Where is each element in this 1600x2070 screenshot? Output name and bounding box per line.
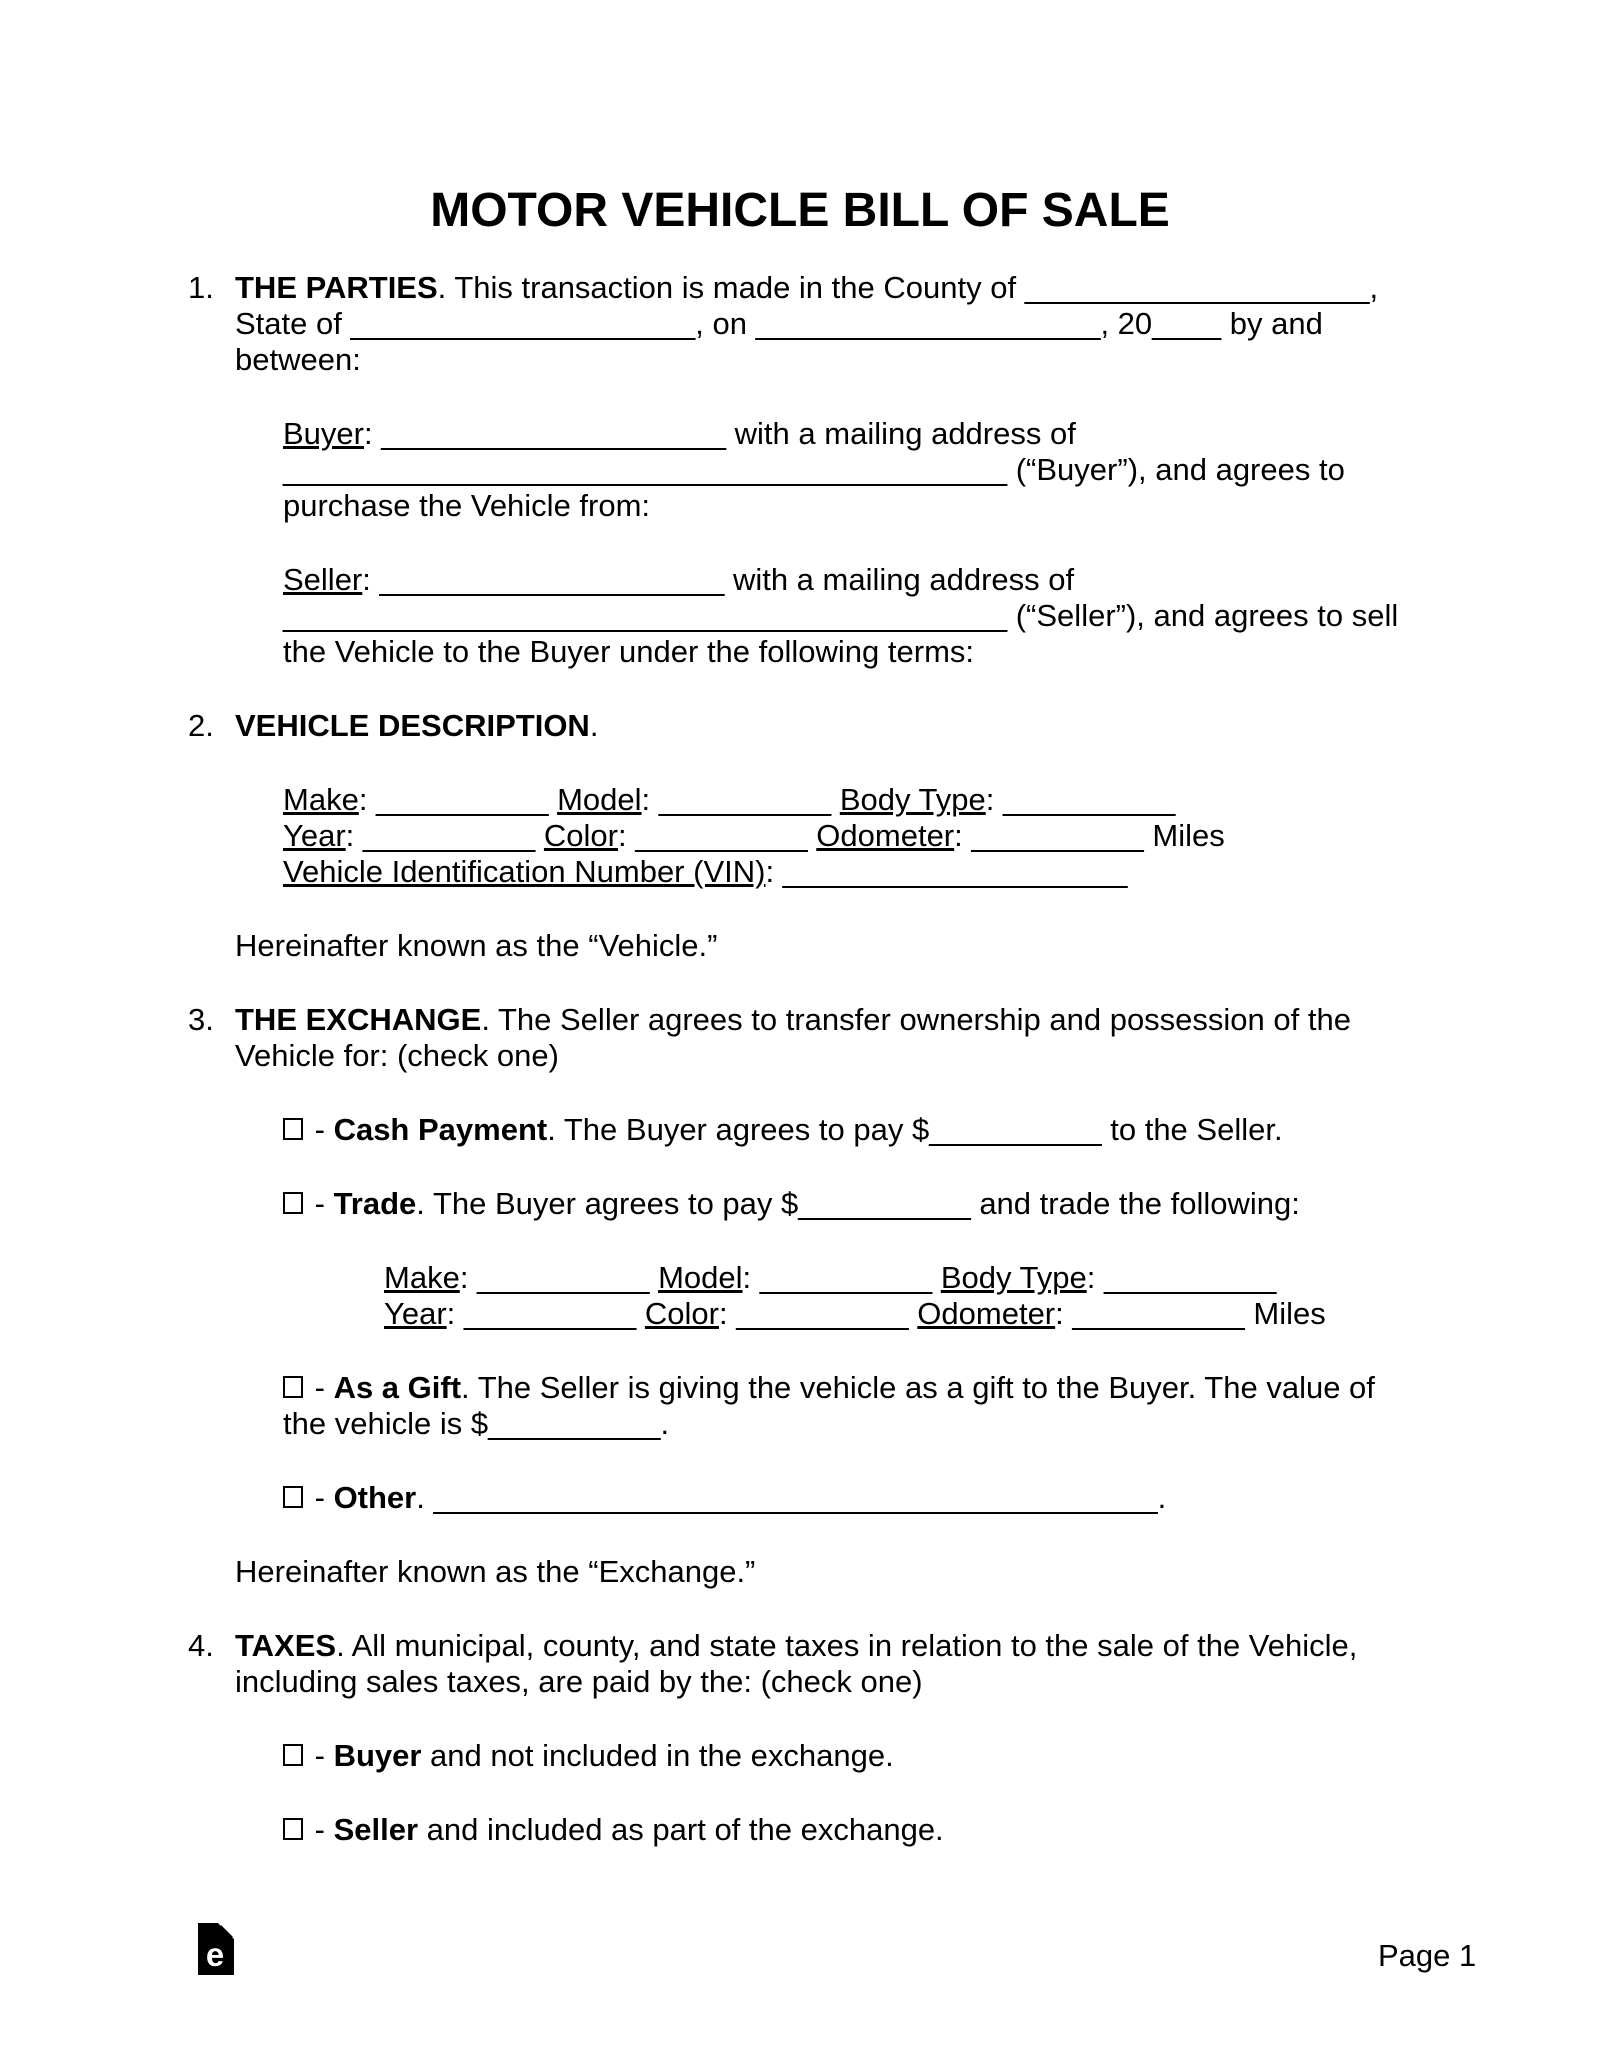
vehicle-fields bbox=[283, 782, 1450, 890]
trade-checkbox[interactable] bbox=[283, 1192, 303, 1214]
trade-body-type-label: Body Type bbox=[940, 1260, 1087, 1295]
trade-odometer-colon: : bbox=[1055, 1296, 1073, 1331]
taxes-buyer-dash: - bbox=[306, 1738, 334, 1773]
trade-model-blank[interactable]: __________ bbox=[759, 1260, 933, 1295]
field-gap bbox=[831, 782, 840, 817]
section-number-1: 1. bbox=[188, 270, 214, 305]
taxes-intro-text: . All municipal, county, and state taxes in relation to the sale of the Vehicle, bbox=[336, 1628, 1358, 1663]
seller-line-3: the Vehicle to the Buyer under the following terms: bbox=[283, 634, 975, 669]
trade-odometer-blank[interactable]: __________ bbox=[1072, 1296, 1245, 1331]
year-label: Year bbox=[283, 818, 346, 853]
trade-year-colon: : bbox=[446, 1296, 464, 1331]
trade-text: . The Buyer agrees to pay $ bbox=[416, 1186, 799, 1221]
body-type-label: Body Type bbox=[839, 782, 986, 817]
trade-make-label: Make bbox=[384, 1260, 460, 1295]
body-type-blank[interactable]: __________ bbox=[1002, 782, 1176, 817]
field-gap bbox=[932, 1260, 941, 1295]
buyer-address-blank[interactable]: __________________________________________ bbox=[283, 452, 1008, 487]
taxes-seller-option bbox=[283, 1812, 1450, 1848]
date-blank[interactable]: ____________________ bbox=[755, 306, 1101, 341]
exchange-heading: THE EXCHANGE bbox=[235, 1002, 482, 1037]
make-label: Make bbox=[283, 782, 359, 817]
field-gap bbox=[909, 1296, 918, 1331]
trade-color-label: Color bbox=[644, 1296, 720, 1331]
vehicle-row-3 bbox=[283, 854, 1450, 890]
parties-line1-comma: , bbox=[1369, 270, 1379, 305]
trade-color-blank[interactable]: __________ bbox=[736, 1296, 909, 1331]
trade-model-colon: : bbox=[742, 1260, 760, 1295]
trade-label: Trade bbox=[333, 1186, 417, 1221]
buyer-paragraph bbox=[283, 416, 1450, 524]
other-label: Other bbox=[333, 1480, 417, 1515]
field-gap bbox=[535, 818, 544, 853]
section-parties bbox=[188, 270, 1450, 378]
taxes-line-2: including sales taxes, are paid by the: (check one) bbox=[235, 1664, 923, 1699]
page-number: Page 1 bbox=[1378, 1938, 1477, 1973]
section-number-2: 2. bbox=[188, 708, 214, 743]
miles-label: Miles bbox=[1143, 818, 1225, 853]
other-period: . bbox=[416, 1480, 434, 1515]
trade-miles-label: Miles bbox=[1244, 1296, 1326, 1331]
vehicle-hereinafter-text: Hereinafter known as the “Vehicle.” bbox=[235, 928, 718, 963]
eforms-document-logo-icon bbox=[198, 1923, 234, 1975]
section-number-3: 3. bbox=[188, 1002, 214, 1037]
vehicle-row-2 bbox=[283, 818, 1450, 854]
other-option bbox=[283, 1480, 1450, 1516]
exchange-line-1 bbox=[188, 1002, 1450, 1038]
gift-option bbox=[283, 1370, 1450, 1442]
buyer-line-2 bbox=[283, 452, 1450, 488]
other-dash: - bbox=[306, 1480, 334, 1515]
color-colon: : bbox=[618, 818, 636, 853]
trade-make-blank[interactable]: __________ bbox=[477, 1260, 650, 1295]
cash-amount-blank[interactable]: __________ bbox=[929, 1112, 1102, 1147]
gift-line-1 bbox=[283, 1370, 1450, 1406]
trade-option bbox=[283, 1186, 1450, 1222]
seller-name-blank[interactable]: ____________________ bbox=[379, 562, 725, 597]
taxes-buyer-checkbox[interactable] bbox=[283, 1744, 303, 1766]
buyer-line-1 bbox=[283, 416, 1450, 452]
trade-color-colon: : bbox=[719, 1296, 737, 1331]
trade-vehicle-row-1 bbox=[384, 1260, 1450, 1296]
on-text: , on bbox=[695, 306, 756, 341]
cash-payment-line bbox=[283, 1112, 1450, 1148]
trade-line bbox=[283, 1186, 1450, 1222]
trade-make-colon: : bbox=[459, 1260, 478, 1295]
buyer-mailing-text: with a mailing address of bbox=[726, 416, 1076, 451]
field-gap bbox=[636, 1296, 645, 1331]
color-label: Color bbox=[543, 818, 619, 853]
section-exchange bbox=[188, 1002, 1450, 1074]
by-and-text: by and bbox=[1221, 306, 1323, 341]
taxes-seller-line bbox=[283, 1812, 1450, 1848]
gift-value-blank[interactable]: __________ bbox=[488, 1406, 661, 1441]
trade-body-type-blank[interactable]: __________ bbox=[1103, 1260, 1277, 1295]
trade-year-blank[interactable]: __________ bbox=[463, 1296, 637, 1331]
trade-vehicle-row-2 bbox=[384, 1296, 1450, 1332]
parties-line-3: between: bbox=[235, 342, 361, 377]
taxes-seller-label: Seller bbox=[333, 1812, 419, 1847]
gift-text: . The Seller is giving the vehicle as a gift to the Buyer. The value of bbox=[461, 1370, 1375, 1405]
document-title: MOTOR VEHICLE BILL OF SALE bbox=[430, 184, 1170, 237]
model-blank[interactable]: __________ bbox=[658, 782, 832, 817]
cash-payment-option bbox=[283, 1112, 1450, 1148]
section-taxes bbox=[188, 1628, 1450, 1700]
taxes-buyer-label: Buyer bbox=[333, 1738, 422, 1773]
state-label-text: State of bbox=[235, 306, 351, 341]
cash-dash: - bbox=[306, 1112, 334, 1147]
vehicle-description-period: . bbox=[589, 708, 599, 743]
trade-vehicle-fields bbox=[384, 1260, 1450, 1332]
gift-checkbox[interactable] bbox=[283, 1376, 303, 1398]
trade-amount-blank[interactable]: __________ bbox=[798, 1186, 971, 1221]
year-colon: : bbox=[345, 818, 363, 853]
gift-line-2 bbox=[283, 1406, 1450, 1442]
gift-value-text: the vehicle is $ bbox=[283, 1406, 489, 1441]
buyer-label: Buyer bbox=[283, 416, 364, 451]
parties-line-2 bbox=[235, 306, 1450, 342]
make-colon: : bbox=[358, 782, 377, 817]
cash-payment-checkbox[interactable] bbox=[283, 1118, 303, 1140]
taxes-heading: TAXES bbox=[235, 1628, 337, 1663]
logo-letter: e bbox=[205, 1936, 225, 1973]
year-blank[interactable]: ____ bbox=[1152, 306, 1222, 341]
vin-blank[interactable]: ____________________ bbox=[782, 854, 1128, 889]
vehicle-row-1 bbox=[283, 782, 1450, 818]
vehicle-description-heading: VEHICLE DESCRIPTION bbox=[235, 708, 590, 743]
exchange-intro-text: . The Seller agrees to transfer ownership and possession of the bbox=[481, 1002, 1351, 1037]
trade-year-label: Year bbox=[384, 1296, 447, 1331]
vehicle-description-heading-line bbox=[188, 708, 1450, 744]
body-type-colon: : bbox=[985, 782, 1003, 817]
buyer-colon: : bbox=[363, 416, 382, 451]
color-blank[interactable]: __________ bbox=[635, 818, 808, 853]
parties-intro-text: . This transaction is made in the County of bbox=[437, 270, 1025, 305]
field-gap bbox=[808, 818, 817, 853]
taxes-buyer-text: and not included in the exchange. bbox=[421, 1738, 894, 1773]
cash-payment-text: . The Buyer agrees to pay $ bbox=[547, 1112, 930, 1147]
buyer-line-3: purchase the Vehicle from: bbox=[283, 488, 651, 523]
model-colon: : bbox=[641, 782, 659, 817]
cash-payment-label: Cash Payment bbox=[333, 1112, 548, 1147]
exchange-line-2: Vehicle for: (check one) bbox=[235, 1038, 559, 1073]
exchange-hereinafter bbox=[235, 1554, 1450, 1590]
seller-mailing-text: with a mailing address of bbox=[724, 562, 1075, 597]
year-field-blank[interactable]: __________ bbox=[362, 818, 536, 853]
taxes-line-1 bbox=[188, 1628, 1450, 1664]
odometer-blank[interactable]: __________ bbox=[971, 818, 1144, 853]
parties-heading: THE PARTIES bbox=[235, 270, 438, 305]
other-line bbox=[283, 1480, 1450, 1516]
taxes-seller-text: and included as part of the exchange. bbox=[418, 1812, 944, 1847]
taxes-buyer-option bbox=[283, 1738, 1450, 1774]
year-prefix-text: , 20 bbox=[1100, 306, 1153, 341]
buyer-agrees-text: (“Buyer”), and agrees to bbox=[1007, 452, 1345, 487]
trade-text-end: and trade the following: bbox=[970, 1186, 1300, 1221]
taxes-seller-checkbox[interactable] bbox=[283, 1818, 303, 1840]
trade-dash: - bbox=[306, 1186, 334, 1221]
trade-body-type-colon: : bbox=[1086, 1260, 1104, 1295]
other-blank[interactable]: __________________________________________ bbox=[433, 1480, 1158, 1515]
gift-value-period: . bbox=[660, 1406, 670, 1441]
vin-label: Vehicle Identification Number (VIN) bbox=[283, 854, 766, 889]
cash-payment-text-end: to the Seller. bbox=[1101, 1112, 1283, 1147]
vehicle-hereinafter bbox=[235, 928, 1450, 964]
gift-label: As a Gift bbox=[333, 1370, 462, 1405]
vin-colon: : bbox=[765, 854, 783, 889]
other-end-period: . bbox=[1157, 1480, 1167, 1515]
seller-address-blank[interactable]: __________________________________________ bbox=[283, 598, 1008, 633]
exchange-hereinafter-text: Hereinafter known as the “Exchange.” bbox=[235, 1554, 756, 1589]
seller-line-1 bbox=[283, 562, 1450, 598]
state-blank[interactable]: ____________________ bbox=[350, 306, 696, 341]
parties-line-1 bbox=[188, 270, 1450, 306]
other-checkbox[interactable] bbox=[283, 1486, 303, 1508]
section-vehicle-description bbox=[188, 708, 1450, 744]
seller-label: Seller bbox=[283, 562, 363, 597]
field-gap bbox=[649, 1260, 658, 1295]
trade-odometer-label: Odometer bbox=[917, 1296, 1056, 1331]
section-number-4: 4. bbox=[188, 1628, 214, 1663]
taxes-seller-dash: - bbox=[306, 1812, 334, 1847]
seller-colon: : bbox=[362, 562, 380, 597]
make-blank[interactable]: __________ bbox=[376, 782, 549, 817]
seller-paragraph bbox=[283, 562, 1450, 670]
taxes-buyer-line bbox=[283, 1738, 1450, 1774]
county-blank[interactable]: ____________________ bbox=[1024, 270, 1370, 305]
field-gap bbox=[548, 782, 557, 817]
odometer-label: Odometer bbox=[816, 818, 955, 853]
buyer-name-blank[interactable]: ____________________ bbox=[381, 416, 727, 451]
trade-model-label: Model bbox=[658, 1260, 743, 1295]
gift-dash: - bbox=[306, 1370, 334, 1405]
seller-agrees-text: (“Seller”), and agrees to sell bbox=[1007, 598, 1399, 633]
model-label: Model bbox=[557, 782, 642, 817]
seller-line-2 bbox=[283, 598, 1450, 634]
odometer-colon: : bbox=[954, 818, 972, 853]
